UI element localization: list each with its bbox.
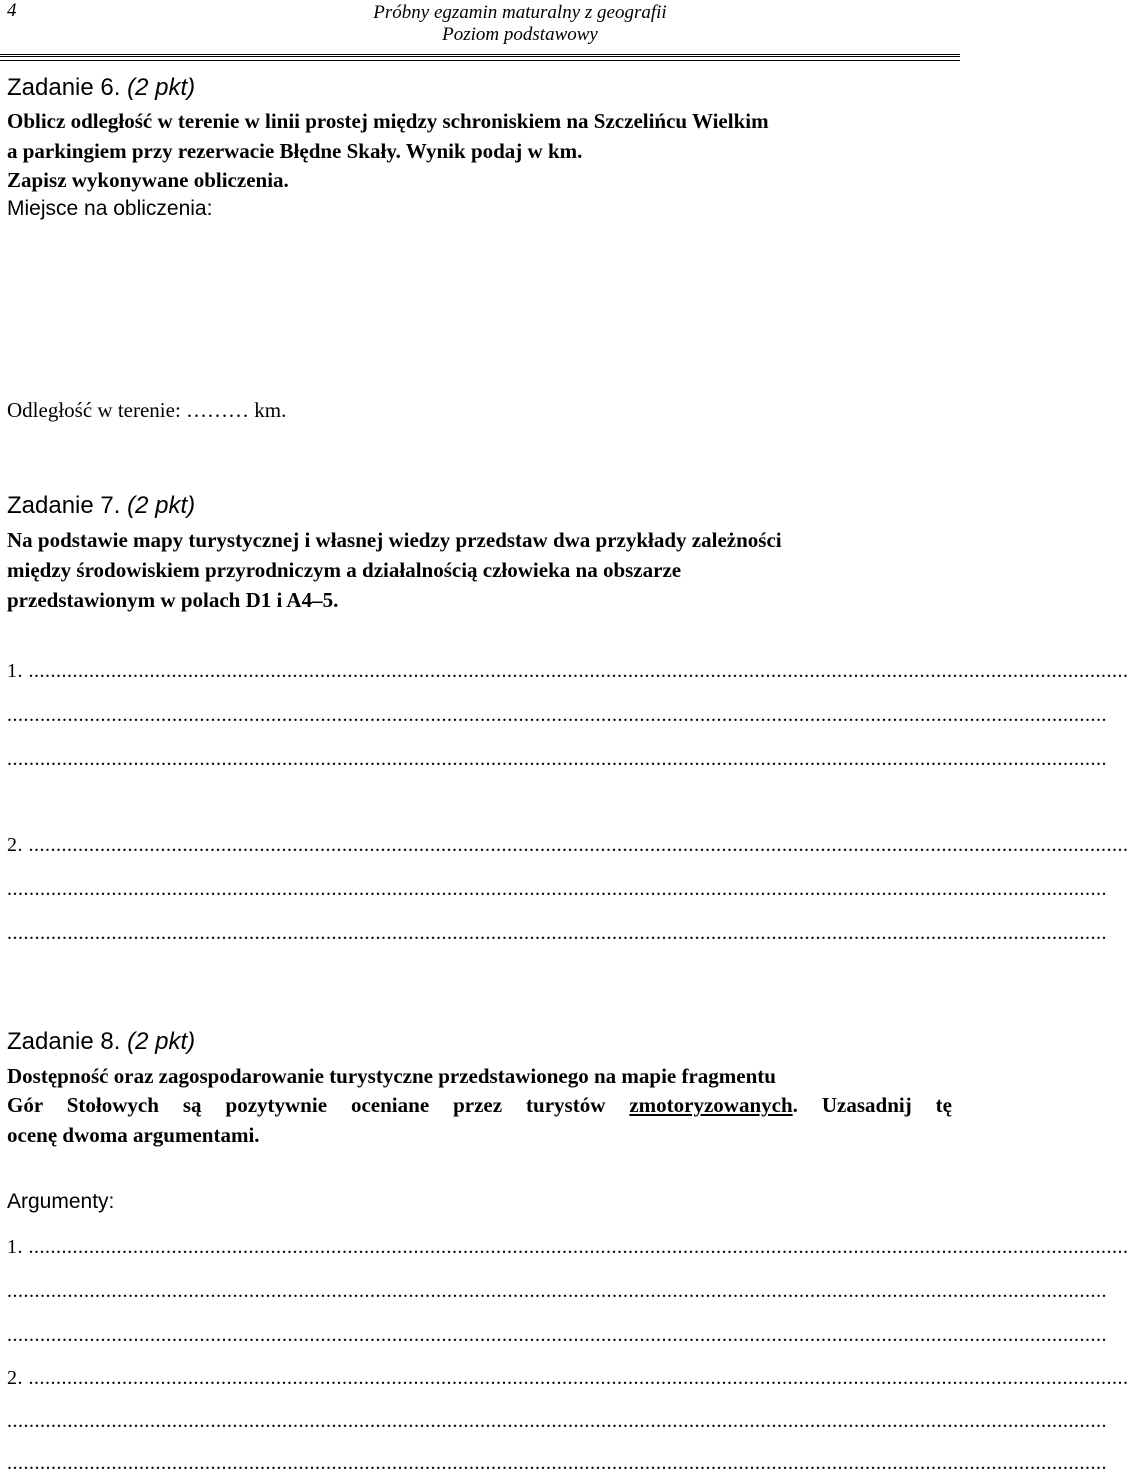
task7-answer2-prefix: 2. xyxy=(7,834,29,856)
task8-text-line2 xyxy=(7,1090,952,1120)
task7-answer1-prefix: 1. xyxy=(7,660,29,682)
task8-title-label: Zadanie 8. xyxy=(7,1028,121,1055)
task7-answer1-line1[interactable] xyxy=(7,660,1129,684)
task8-answer2-line1[interactable] xyxy=(7,1367,1129,1391)
task8-text-line2-b: . Uzasadnij tę xyxy=(792,1093,952,1117)
task8-points: (2 pkt) xyxy=(127,1028,196,1055)
task8-text-line1: Dostępność oraz zagospodarowanie turystyczne przedstawionego na mapie fragmentu xyxy=(7,1064,776,1088)
task7-text-line2 xyxy=(7,555,952,585)
dots-fill: ........................................................................................................................................................................................................ xyxy=(7,878,1107,900)
dots-fill: ........................................................................................................................................................................................................ xyxy=(7,748,1107,770)
task7-answer1-line2[interactable] xyxy=(7,704,1107,728)
task6-answer-label: Odległość w terenie: ……… km. xyxy=(7,398,287,422)
task6-text-line3: Zapisz wykonywane obliczenia. xyxy=(7,168,289,192)
header-divider xyxy=(0,54,960,61)
task6-title xyxy=(7,74,195,102)
task7-title-label: Zadanie 7. xyxy=(7,492,121,519)
task8-answer2-line3[interactable] xyxy=(7,1452,1107,1476)
dots-fill: ........................................................................................................................................................................................................ xyxy=(7,1452,1107,1474)
task8-answer2-prefix: 2. xyxy=(7,1367,29,1389)
task7-title xyxy=(7,492,195,520)
task8-answer1-prefix: 1. xyxy=(7,1236,29,1258)
dots-fill: ........................................................................................................................................................................................................ xyxy=(28,1367,1129,1389)
dots-fill: ........................................................................................................................................................................................................ xyxy=(7,1324,1107,1346)
dots-fill: ........................................................................................................................................................................................................ xyxy=(7,704,1107,726)
task8-answer1-line1[interactable] xyxy=(7,1236,1129,1260)
dots-fill: ........................................................................................................................................................................................................ xyxy=(7,1410,1107,1432)
dots-fill: ........................................................................................................................................................................................................ xyxy=(28,834,1129,856)
dots-fill: ........................................................................................................................................................................................................ xyxy=(7,1280,1107,1302)
task8-answer1-line3[interactable] xyxy=(7,1324,1107,1348)
task7-points: (2 pkt) xyxy=(127,492,196,519)
task8-text-line2-a: Gór Stołowych są pozytywnie oceniane przez turystów xyxy=(7,1093,630,1117)
header-title: Próbny egzamin maturalny z geografii xyxy=(373,2,667,23)
task8-text-line2-underlined: zmotoryzowanych xyxy=(629,1093,793,1117)
task6-title-label: Zadanie 6. xyxy=(7,74,121,101)
task7-text-line2-content: między środowiskiem przyrodniczym a działalnością człowieka na obszarze xyxy=(7,558,682,582)
task7-answer2-line1[interactable] xyxy=(7,834,1129,858)
task7-answer2-line3[interactable] xyxy=(7,922,1107,946)
header-subtitle: Poziom podstawowy xyxy=(442,24,598,45)
task8-answer1-line2[interactable] xyxy=(7,1280,1107,1304)
task8-title xyxy=(7,1028,195,1056)
dots-fill: ........................................................................................................................................................................................................ xyxy=(28,1236,1129,1258)
task8-answer2-line2[interactable] xyxy=(7,1410,1107,1434)
task8-text-line3: ocenę dwoma argumentami. xyxy=(7,1123,260,1147)
task7-answer1-line3[interactable] xyxy=(7,748,1107,772)
dots-fill: ........................................................................................................................................................................................................ xyxy=(28,660,1129,682)
task6-calc-label: Miejsce na obliczenia: xyxy=(7,197,213,220)
task6-text-line1: Oblicz odległość w terenie w linii prostej między schroniskiem na Szczelińcu Wielkim xyxy=(7,109,769,133)
task7-text-line1: Na podstawie mapy turystycznej i własnej wiedzy przedstaw dwa przykłady zależności xyxy=(7,528,782,552)
task7-text-line3: przedstawionym w polach D1 i A4–5. xyxy=(7,588,339,612)
task6-points: (2 pkt) xyxy=(127,74,196,101)
page-number: 4 xyxy=(7,0,17,21)
task6-text-line2: a parkingiem przy rezerwacie Błędne Skały. Wynik podaj w km. xyxy=(7,139,583,163)
dots-fill: ........................................................................................................................................................................................................ xyxy=(7,922,1107,944)
task8-arguments-label: Argumenty: xyxy=(7,1190,115,1213)
task7-answer2-line2[interactable] xyxy=(7,878,1107,902)
